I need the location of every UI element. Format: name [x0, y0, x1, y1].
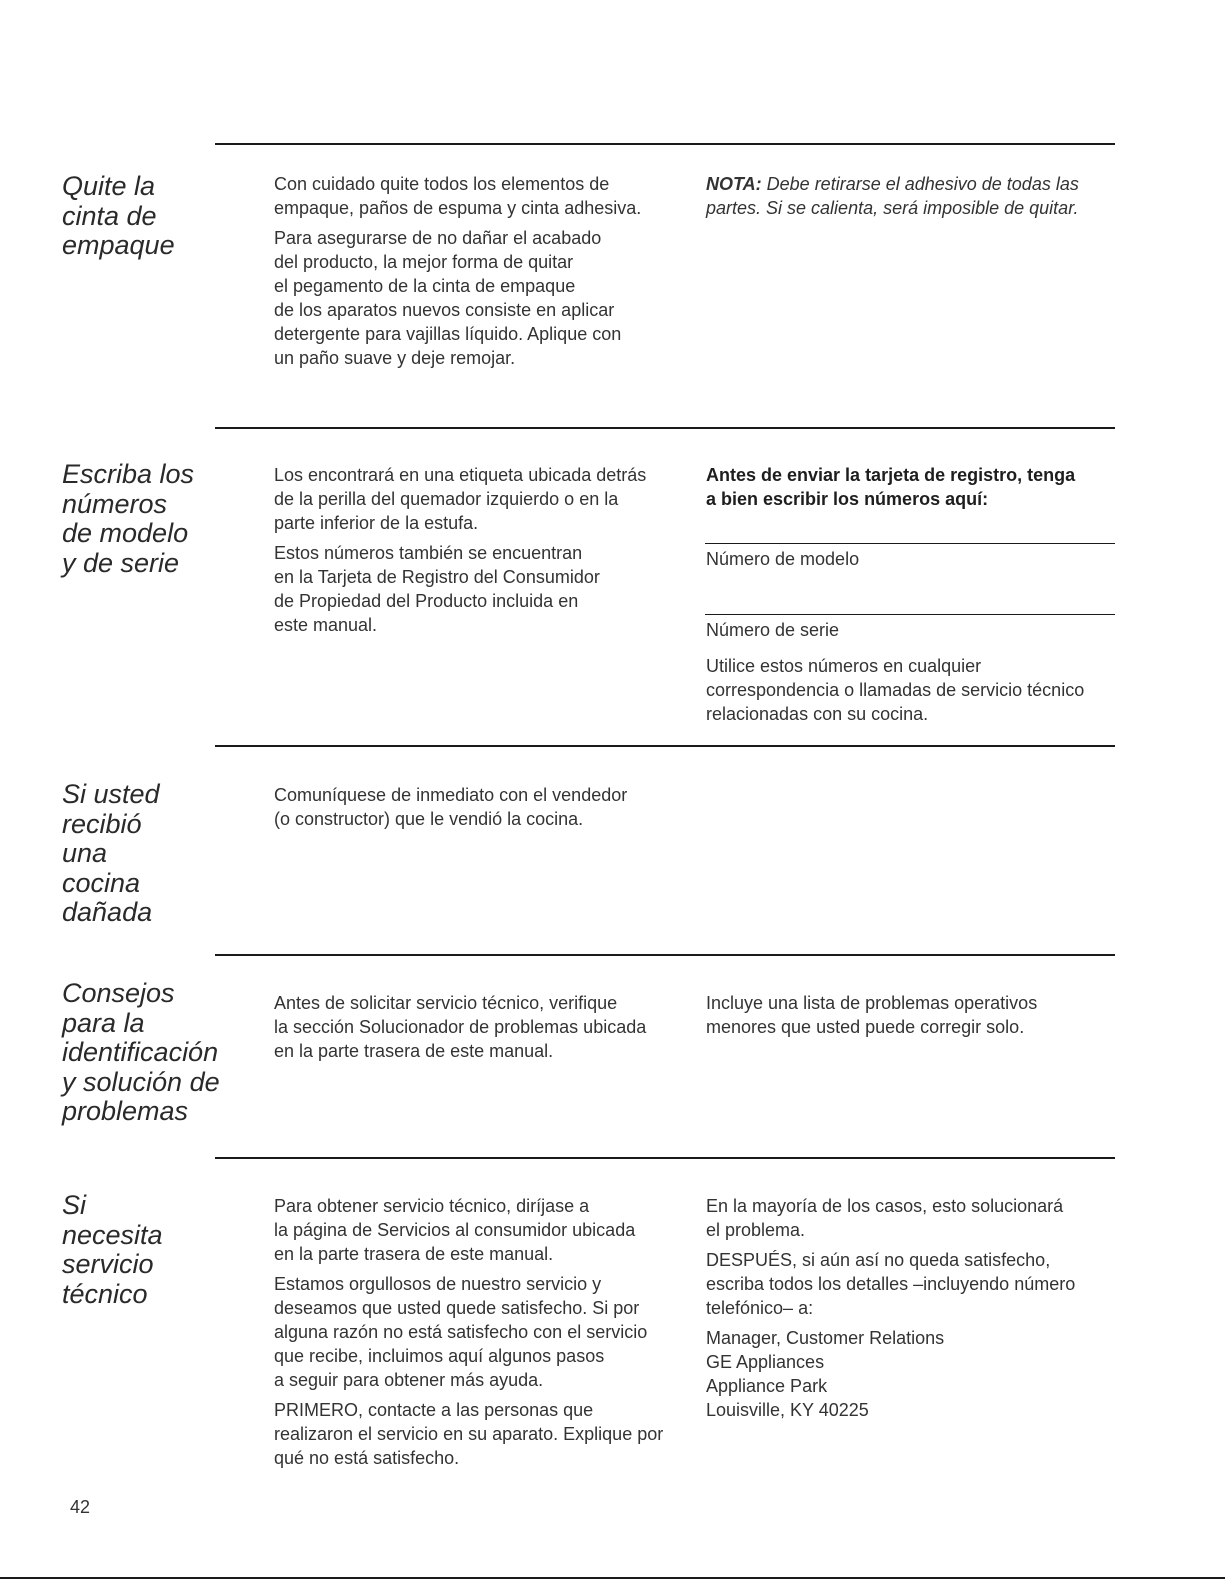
paragraph: Para asegurarse de no dañar el acabado del producto, la mejor forma de quitar el pegamento de la cinta de empaque de los aparatos nuevos consiste en aplicar detergente para vajillas líquido. Aplique con un paño suave y deje remojar. [274, 228, 622, 368]
model-number-write-line [705, 543, 1115, 544]
model-serial-usage-text: Utilice estos números en cualquier correspondencia o llamadas de servicio técnico relacionadas con su cocina. [706, 656, 1085, 724]
mailing-address: Manager, Customer Relations GE Appliances Appliance Park Louisville, KY 40225 [706, 1328, 945, 1420]
paragraph: DESPUÉS, si aún así no queda satisfecho, escriba todos los detalles –incluyendo número telefónico– a: [706, 1250, 1076, 1318]
section-divider [215, 427, 1115, 429]
model-serial-body [274, 463, 684, 643]
note-label: NOTA: [706, 174, 762, 194]
page-number: 42 [70, 1497, 91, 1517]
model-number-label: Número de modelo [706, 549, 860, 569]
packing-tape-body [274, 172, 684, 376]
paragraph: Estamos orgullosos de nuestro servicio y deseamos que usted quede satisfecho. Si por alguna razón no está satisfecho con el servicio que recibe, incluimos aquí algunos pasos a seguir para obtener más ayuda. [274, 1274, 648, 1390]
section-divider [215, 143, 1115, 145]
paragraph: PRIMERO, contacte a las personas que realizaron el servicio en su aparato. Explique por qué no está satisfecho. [274, 1400, 664, 1468]
note-text: Debe retirarse el adhesivo de todas las partes. Si se calienta, será imposible de quitar. [706, 174, 1079, 218]
troubleshooting-note: Incluye una lista de problemas operativos menores que usted puede corregir solo. [706, 993, 1038, 1037]
section-divider [215, 954, 1115, 956]
paragraph: Para obtener servicio técnico, diríjase a la página de Servicios al consumidor ubicada en la parte trasera de este manual. [274, 1196, 636, 1264]
troubleshooting-body: Antes de solicitar servicio técnico, verifique la sección Solucionador de problemas ubicada en la parte trasera de este manual. [274, 993, 647, 1061]
serial-number-label: Número de serie [706, 620, 840, 640]
page-bottom-border [0, 1577, 1225, 1579]
paragraph: En la mayoría de los casos, esto solucionará el problema. [706, 1196, 1064, 1240]
paragraph: Con cuidado quite todos los elementos de empaque, paños de espuma y cinta adhesiva. [274, 174, 642, 218]
section-heading-damaged: Si usted recibió una cocina dañada [62, 779, 160, 927]
section-heading-model-serial: Escriba los números de modelo y de serie [62, 459, 195, 578]
damaged-body: Comuníquese de inmediato con el vendedor (o constructor) que le vendió la cocina. [274, 785, 628, 829]
service-body [274, 1194, 684, 1476]
section-heading-service: Si necesita servicio técnico [62, 1190, 163, 1309]
paragraph: Estos números también se encuentran en la Tarjeta de Registro del Consumidor de Propiedad del Producto incluida en este manual. [274, 543, 600, 635]
section-heading-troubleshooting: Consejos para la identificación y solución de problemas [62, 978, 220, 1126]
service-escalation [706, 1194, 1116, 1428]
section-divider [215, 745, 1115, 747]
registration-instruction: Antes de enviar la tarjeta de registro, tenga a bien escribir los números aquí: [706, 465, 1076, 509]
paragraph: Los encontrará en una etiqueta ubicada detrás de la perilla del quemador izquierdo o en la parte inferior de la estufa. [274, 465, 647, 533]
section-heading-packing-tape: Quite la cinta de empaque [62, 171, 175, 260]
serial-number-write-line [705, 614, 1115, 615]
packing-tape-note [706, 172, 1116, 220]
section-divider [215, 1157, 1115, 1159]
